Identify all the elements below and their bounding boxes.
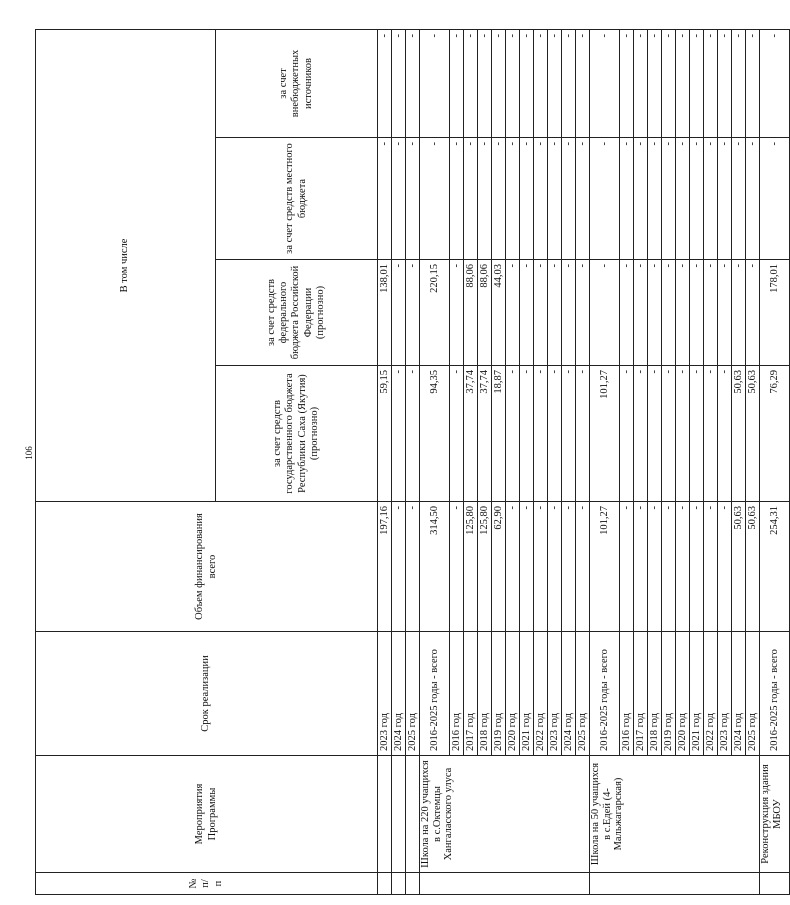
financing-table xyxy=(35,29,790,895)
local-cell: - xyxy=(450,138,464,260)
total-cell: - xyxy=(576,502,590,632)
republic-cell: - xyxy=(704,366,718,502)
local-cell: - xyxy=(746,138,760,260)
republic-cell: - xyxy=(406,366,420,502)
republic-cell: - xyxy=(548,366,562,502)
period-cell: 2021 год xyxy=(520,632,534,756)
extra-cell: - xyxy=(590,29,620,137)
republic-cell: 37,74 xyxy=(478,366,492,502)
total-cell: 125,80 xyxy=(464,502,478,632)
header-total: Объем финансирования всего xyxy=(36,502,378,632)
table-row xyxy=(760,29,790,894)
republic-cell: - xyxy=(676,366,690,502)
total-cell: - xyxy=(548,502,562,632)
republic-cell: - xyxy=(450,366,464,502)
period-cell: 2023 год xyxy=(548,632,562,756)
local-cell: - xyxy=(676,138,690,260)
extra-cell: - xyxy=(478,29,492,137)
local-cell: - xyxy=(392,138,406,260)
period-cell: 2016-2025 годы - всего xyxy=(760,632,790,756)
extra-cell: - xyxy=(492,29,506,137)
extra-cell: - xyxy=(520,29,534,137)
period-cell: 2021 год xyxy=(690,632,704,756)
total-cell: - xyxy=(718,502,732,632)
total-cell: - xyxy=(648,502,662,632)
republic-cell: 50,63 xyxy=(732,366,746,502)
republic-cell: - xyxy=(648,366,662,502)
extra-cell: - xyxy=(746,29,760,137)
extra-cell: - xyxy=(464,29,478,137)
extra-cell: - xyxy=(420,29,450,137)
local-cell: - xyxy=(420,138,450,260)
federal-cell: - xyxy=(576,260,590,366)
period-cell: 2022 год xyxy=(534,632,548,756)
total-cell: - xyxy=(704,502,718,632)
total-cell: - xyxy=(620,502,634,632)
local-cell: - xyxy=(464,138,478,260)
local-cell: - xyxy=(492,138,506,260)
extra-cell: - xyxy=(718,29,732,137)
local-cell: - xyxy=(590,138,620,260)
republic-cell: 76,29 xyxy=(760,366,790,502)
federal-cell: - xyxy=(450,260,464,366)
extra-cell: - xyxy=(620,29,634,137)
period-cell: 2025 год xyxy=(746,632,760,756)
period-cell: 2016 год xyxy=(620,632,634,756)
local-cell: - xyxy=(662,138,676,260)
period-cell: 2024 год xyxy=(392,632,406,756)
local-cell: - xyxy=(760,138,790,260)
total-cell: 50,63 xyxy=(732,502,746,632)
rotated-page xyxy=(35,30,783,895)
local-cell: - xyxy=(634,138,648,260)
table-row xyxy=(590,29,620,894)
local-cell: - xyxy=(718,138,732,260)
total-cell: - xyxy=(662,502,676,632)
republic-cell: - xyxy=(620,366,634,502)
local-cell: - xyxy=(648,138,662,260)
federal-cell: - xyxy=(732,260,746,366)
federal-cell: - xyxy=(534,260,548,366)
period-cell: 2017 год xyxy=(464,632,478,756)
extra-cell: - xyxy=(548,29,562,137)
period-cell: 2025 год xyxy=(406,632,420,756)
republic-cell: - xyxy=(534,366,548,502)
republic-cell: - xyxy=(576,366,590,502)
header-federal: за счет средств федерального бюджета Российской Федерации (прогнозно) xyxy=(216,260,378,366)
period-cell: 2016-2025 годы - всего xyxy=(590,632,620,756)
local-cell: - xyxy=(478,138,492,260)
federal-cell: 220,15 xyxy=(420,260,450,366)
period-cell: 2018 год xyxy=(478,632,492,756)
local-cell: - xyxy=(690,138,704,260)
period-cell: 2024 год xyxy=(562,632,576,756)
federal-cell: - xyxy=(392,260,406,366)
republic-cell: 94,35 xyxy=(420,366,450,502)
federal-cell: - xyxy=(620,260,634,366)
republic-cell: 59,15 xyxy=(378,366,392,502)
local-cell: - xyxy=(406,138,420,260)
total-cell: 50,63 xyxy=(746,502,760,632)
extra-cell: - xyxy=(506,29,520,137)
period-cell: 2020 год xyxy=(506,632,520,756)
extra-cell: - xyxy=(534,29,548,137)
republic-cell: 18,87 xyxy=(492,366,506,502)
federal-cell: - xyxy=(590,260,620,366)
extra-cell: - xyxy=(676,29,690,137)
local-cell: - xyxy=(548,138,562,260)
table-row xyxy=(378,29,392,894)
total-cell: 197,16 xyxy=(378,502,392,632)
extra-cell: - xyxy=(450,29,464,137)
period-cell: 2020 год xyxy=(676,632,690,756)
table-row xyxy=(406,29,420,894)
federal-cell: - xyxy=(662,260,676,366)
federal-cell: 44,03 xyxy=(492,260,506,366)
republic-cell: - xyxy=(562,366,576,502)
table-row xyxy=(392,29,406,894)
total-cell: - xyxy=(676,502,690,632)
federal-cell: - xyxy=(704,260,718,366)
header-local: за счет средств местного бюджета xyxy=(216,138,378,260)
header-measure: Мероприятия Программы xyxy=(36,756,378,873)
total-cell: - xyxy=(406,502,420,632)
local-cell: - xyxy=(732,138,746,260)
table-row xyxy=(420,29,450,894)
period-cell: 2019 год xyxy=(492,632,506,756)
republic-cell: - xyxy=(662,366,676,502)
federal-cell: - xyxy=(676,260,690,366)
extra-cell: - xyxy=(732,29,746,137)
republic-cell: - xyxy=(690,366,704,502)
header-extra: за счет внебюджетных источников xyxy=(216,29,378,137)
federal-cell: - xyxy=(520,260,534,366)
federal-cell: 88,06 xyxy=(478,260,492,366)
republic-cell: 101,27 xyxy=(590,366,620,502)
federal-cell: 138,01 xyxy=(378,260,392,366)
republic-cell: - xyxy=(718,366,732,502)
period-cell: 2023 год xyxy=(718,632,732,756)
federal-cell: - xyxy=(562,260,576,366)
period-cell: 2016 год xyxy=(450,632,464,756)
total-cell: - xyxy=(634,502,648,632)
total-cell: - xyxy=(690,502,704,632)
total-cell: - xyxy=(534,502,548,632)
extra-cell: - xyxy=(662,29,676,137)
period-cell: 2019 год xyxy=(662,632,676,756)
federal-cell: 88,06 xyxy=(464,260,478,366)
local-cell: - xyxy=(378,138,392,260)
local-cell: - xyxy=(576,138,590,260)
federal-cell: - xyxy=(548,260,562,366)
republic-cell: 37,74 xyxy=(464,366,478,502)
total-cell: - xyxy=(562,502,576,632)
extra-cell: - xyxy=(576,29,590,137)
header-row xyxy=(36,29,216,894)
extra-cell: - xyxy=(378,29,392,137)
federal-cell: - xyxy=(746,260,760,366)
total-cell: 125,80 xyxy=(478,502,492,632)
local-cell: - xyxy=(562,138,576,260)
total-cell: 101,27 xyxy=(590,502,620,632)
header-republic: за счет средств государственного бюджета Республики Саха (Якутия) (прогнозно) xyxy=(216,366,378,502)
extra-cell: - xyxy=(704,29,718,137)
extra-cell: - xyxy=(392,29,406,137)
period-cell: 2018 год xyxy=(648,632,662,756)
extra-cell: - xyxy=(648,29,662,137)
measure-cell: Реконструкция здания МБОУ xyxy=(760,756,790,873)
measure-cell: Школа на 220 учащихся в с.Октемцы Хангаласского улуса xyxy=(420,756,590,873)
republic-cell: - xyxy=(392,366,406,502)
header-period: Срок реализации xyxy=(36,632,378,756)
federal-cell: - xyxy=(634,260,648,366)
extra-cell: - xyxy=(760,29,790,137)
federal-cell: - xyxy=(690,260,704,366)
republic-cell: - xyxy=(506,366,520,502)
local-cell: - xyxy=(506,138,520,260)
local-cell: - xyxy=(704,138,718,260)
header-num: № п/п xyxy=(36,873,378,895)
local-cell: - xyxy=(534,138,548,260)
total-cell: - xyxy=(450,502,464,632)
republic-cell: - xyxy=(634,366,648,502)
period-cell: 2023 год xyxy=(378,632,392,756)
period-cell: 2022 год xyxy=(704,632,718,756)
local-cell: - xyxy=(620,138,634,260)
extra-cell: - xyxy=(690,29,704,137)
federal-cell: - xyxy=(718,260,732,366)
page-number: 106 xyxy=(24,446,34,460)
period-cell: 2016-2025 годы - всего xyxy=(420,632,450,756)
republic-cell: 50,63 xyxy=(746,366,760,502)
extra-cell: - xyxy=(634,29,648,137)
total-cell: 254,31 xyxy=(760,502,790,632)
measure-cell: Школа на 50 учащихся в с.Едей (4-Мальжагарская) xyxy=(590,756,760,873)
federal-cell: - xyxy=(406,260,420,366)
extra-cell: - xyxy=(562,29,576,137)
total-cell: 314,50 xyxy=(420,502,450,632)
extra-cell: - xyxy=(406,29,420,137)
total-cell: 62,90 xyxy=(492,502,506,632)
local-cell: - xyxy=(520,138,534,260)
total-cell: - xyxy=(506,502,520,632)
federal-cell: 178,01 xyxy=(760,260,790,366)
total-cell: - xyxy=(392,502,406,632)
header-including: В том числе xyxy=(36,29,216,501)
federal-cell: - xyxy=(648,260,662,366)
federal-cell: - xyxy=(506,260,520,366)
republic-cell: - xyxy=(520,366,534,502)
period-cell: 2025 год xyxy=(576,632,590,756)
period-cell: 2024 год xyxy=(732,632,746,756)
total-cell: - xyxy=(520,502,534,632)
period-cell: 2017 год xyxy=(634,632,648,756)
